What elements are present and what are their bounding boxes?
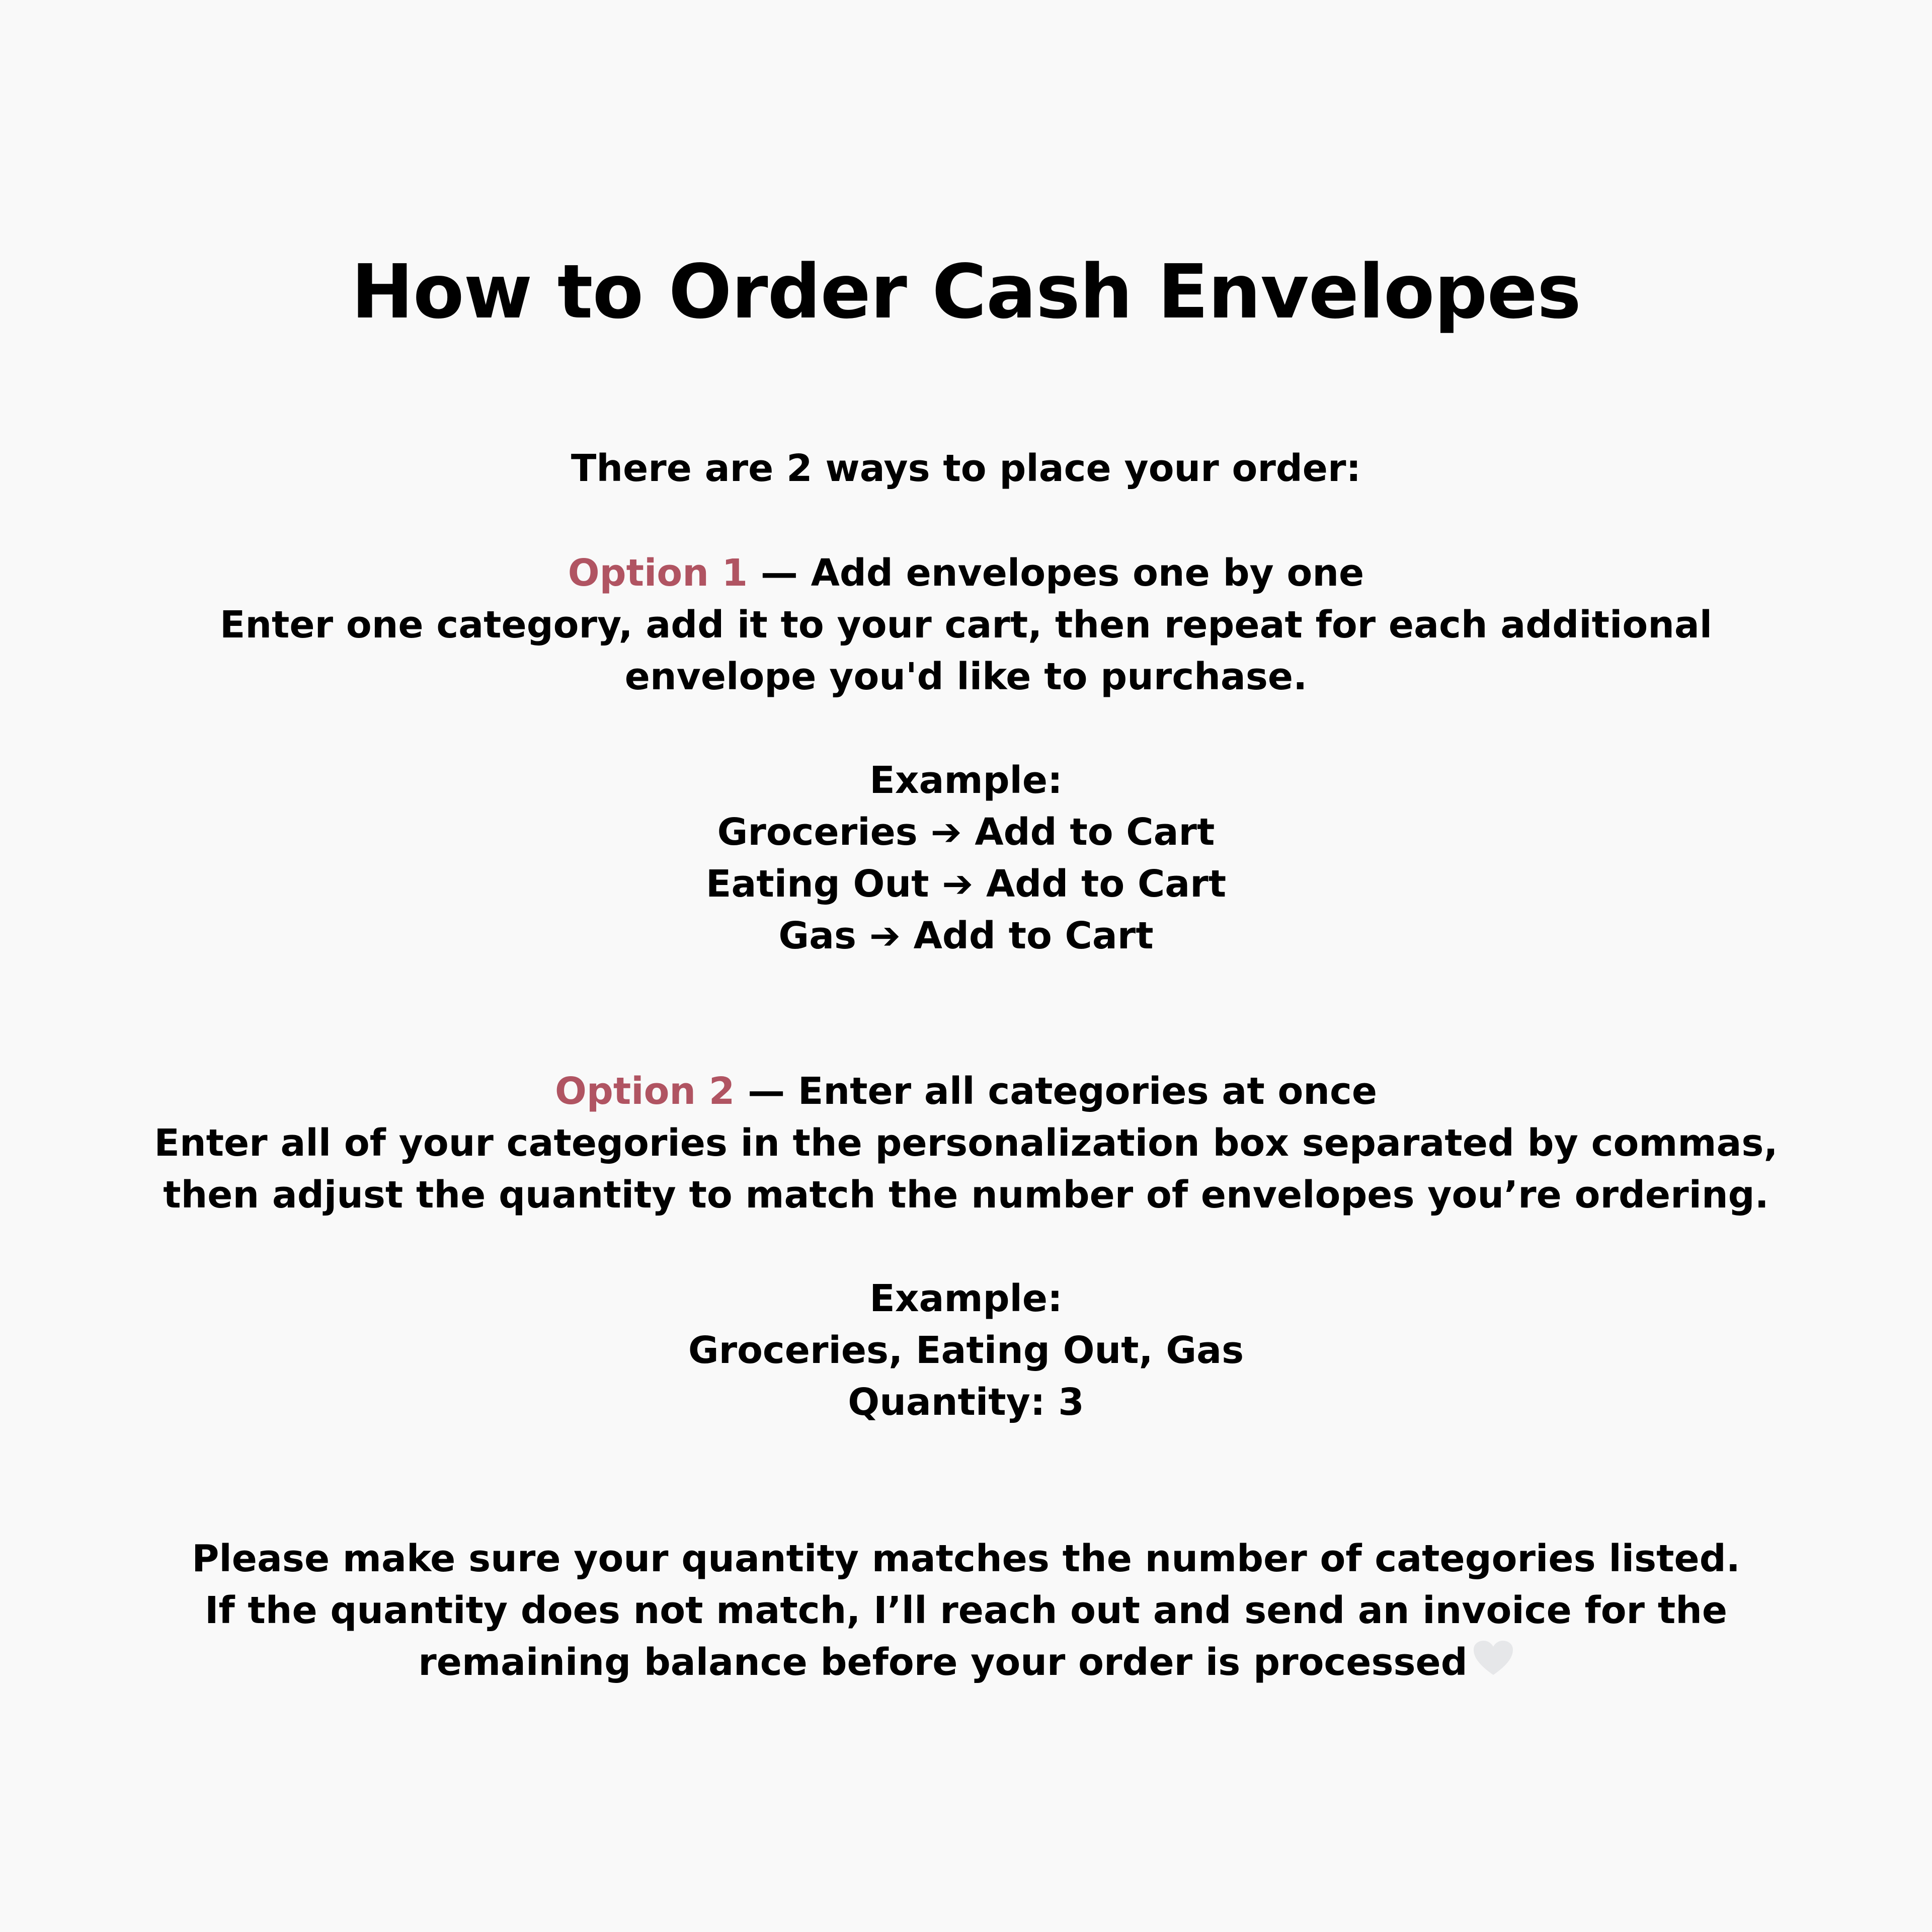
option1-label: Option 1 <box>568 551 748 595</box>
option2-heading <box>0 1066 1932 1117</box>
option1-example-item: Gas ➔ Add to Cart <box>778 914 1154 957</box>
option1-description-line1: Enter one category, add it to your cart, then repeat for each additional <box>219 603 1713 647</box>
option2-example-categories: Groceries, Eating Out, Gas <box>688 1329 1244 1372</box>
option1-example-label: Example: <box>869 759 1063 802</box>
option1-title: — Add envelopes one by one <box>748 551 1364 595</box>
option2-description-line1: Enter all of your categories in the personalization box separated by commas, <box>154 1121 1778 1165</box>
option2-label: Option 2 <box>554 1070 735 1113</box>
page-title: How to Order Cash Envelopes <box>351 249 1581 335</box>
option1-example-item: Eating Out ➔ Add to Cart <box>705 862 1227 906</box>
heart-icon <box>1473 1639 1514 1691</box>
note-line1: Please make sure your quantity matches the number of categories listed. <box>192 1537 1740 1580</box>
option2-description-line2: then adjust the quantity to match the number of envelopes you’re ordering. <box>163 1173 1769 1217</box>
note-line3-text: remaining balance before your order is processed <box>418 1641 1468 1684</box>
option2-example-quantity: Quantity: 3 <box>848 1381 1084 1424</box>
option1-heading <box>0 547 1932 599</box>
option1-description-line2: envelope you'd like to purchase. <box>624 655 1308 698</box>
option1-example-item: Groceries ➔ Add to Cart <box>717 811 1215 854</box>
option2-example-label: Example: <box>869 1277 1063 1320</box>
intro-text: There are 2 ways to place your order: <box>571 447 1361 490</box>
option2-title: — Enter all categories at once <box>735 1070 1378 1113</box>
note-line2: If the quantity does not match, I’ll reach out and send an invoice for the <box>204 1589 1728 1632</box>
note-line3 <box>0 1637 1932 1691</box>
